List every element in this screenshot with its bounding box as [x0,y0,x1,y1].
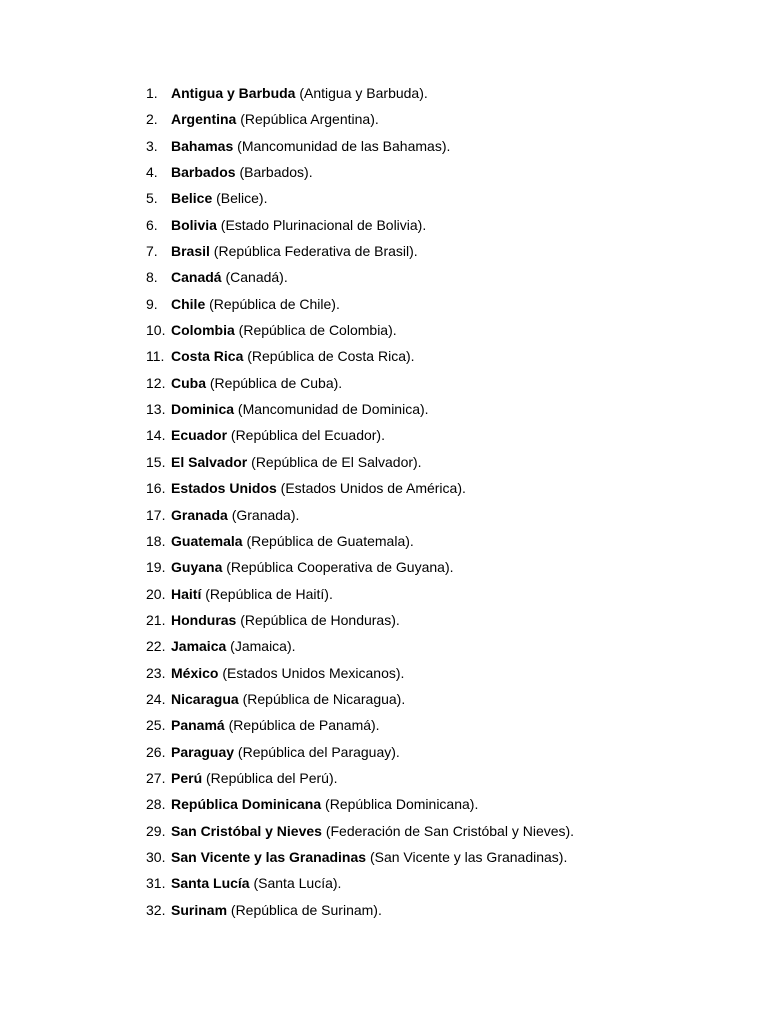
country-name: San Vicente y las Granadinas [171,848,367,865]
official-name: (San Vicente y las Granadinas). [366,848,568,865]
item-number: 2. [146,111,158,128]
official-name: (República de Haití). [201,585,333,602]
country-name: Guatemala [171,532,243,549]
country-name: San Cristóbal y Nieves [171,822,322,839]
country-name: Cuba [171,374,206,391]
item-number: 11. [146,348,165,365]
list-item [146,83,574,109]
item-number: 30. [146,848,166,865]
list-item [146,373,574,399]
list-item [146,346,574,372]
country-name: Perú [171,769,203,786]
official-name: (República Argentina). [236,111,379,128]
country-name: Haití [171,585,202,602]
official-name: (Federación de San Cristóbal y Nieves). [321,822,575,839]
official-name: (República de Nicaragua). [238,690,406,707]
official-name: (República de El Salvador). [247,453,422,470]
list-item [146,215,574,241]
item-number: 3. [146,137,158,154]
list-item [146,900,574,926]
country-name: Nicaragua [171,690,239,707]
official-name: (República del Paraguay). [234,743,400,760]
official-name: (Jamaica). [226,638,296,655]
list-item [146,478,574,504]
official-name: (Mancomunidad de Dominica). [234,401,429,418]
item-number: 32. [146,901,166,918]
official-name: (República de Costa Rica). [243,348,415,365]
country-name: República Dominicana [171,796,322,813]
list-item [146,399,574,425]
official-name: (República de Honduras). [236,611,400,628]
list-item [146,557,574,583]
official-name: (República Cooperativa de Guyana). [222,559,454,576]
item-number: 9. [146,295,158,312]
official-name: (Canadá). [221,269,288,286]
official-name: (Belice). [212,190,268,207]
official-name: (República de Chile). [205,295,340,312]
country-name: Dominica [171,401,235,418]
item-number: 1. [146,85,158,101]
list-item [146,505,574,531]
list-item [146,636,574,662]
country-name: Jamaica [171,638,227,655]
official-name: (Estados Unidos Mexicanos). [218,664,405,681]
official-name: (Estado Plurinacional de Bolivia). [216,216,427,233]
item-number: 22. [146,638,166,655]
list-item [146,689,574,715]
official-name: (República del Ecuador). [227,427,385,444]
item-number: 31. [146,875,166,892]
official-name: (Estados Unidos de América). [276,480,466,497]
country-name: Barbados [171,164,236,181]
official-name: (Santa Lucía). [249,875,342,892]
official-name: (República Dominicana). [321,796,479,813]
item-number: 4. [146,164,158,181]
country-name: El Salvador [171,453,248,470]
item-number: 12. [146,374,166,391]
list-item [146,715,574,741]
country-name: Argentina [171,111,237,128]
item-number: 24. [146,690,166,707]
item-number: 21. [146,611,166,628]
list-item [146,584,574,610]
country-name: Belice [171,190,213,207]
item-number: 27. [146,769,166,786]
list-item [146,531,574,557]
country-name: Brasil [171,243,210,260]
list-item [146,452,574,478]
item-number: 14. [146,427,166,444]
list-item [146,873,574,899]
official-name: (República de Cuba). [206,374,343,391]
item-number: 5. [146,190,158,207]
official-name: (República del Perú). [202,769,338,786]
item-number: 25. [146,717,166,734]
list-item [146,742,574,768]
country-name: Bahamas [171,137,234,154]
list-item [146,162,574,188]
official-name: (República de Colombia). [234,322,397,339]
item-number: 20. [146,585,166,602]
country-name: Guyana [171,559,223,576]
country-name: México [171,664,219,681]
country-name: Bolivia [171,216,217,233]
list-item [146,821,574,847]
item-number: 29. [146,822,166,839]
country-name: Chile [171,295,206,312]
item-number: 17. [146,506,166,523]
item-number: 6. [146,216,158,233]
country-name: Costa Rica [171,348,244,365]
list-item [146,267,574,293]
item-number: 13. [146,401,166,418]
list-item [146,241,574,267]
country-name: Santa Lucía [171,875,250,892]
item-number: 16. [146,480,166,497]
list-item [146,136,574,162]
item-number: 15. [146,453,166,470]
item-number: 8. [146,269,158,286]
item-number: 18. [146,532,166,549]
list-item [146,610,574,636]
item-number: 28. [146,796,166,813]
list-item [146,109,574,135]
country-name: Granada [171,506,228,523]
official-name: (República de Surinam). [227,901,382,918]
item-number: 26. [146,743,166,760]
official-name: (República de Guatemala). [242,532,414,549]
country-name: Paraguay [171,743,235,760]
country-list [146,83,574,926]
official-name: (Granada). [227,506,300,523]
list-item [146,847,574,873]
official-name: (República Federativa de Brasil). [209,243,418,260]
list-item [146,425,574,451]
list-item [146,768,574,794]
country-name: Canadá [171,269,222,286]
item-number: 19. [146,559,166,576]
country-name: Honduras [171,611,237,628]
country-name: Panamá [171,717,225,734]
list-item [146,294,574,320]
country-name: Antigua y Barbuda [171,85,296,101]
country-name: Colombia [171,322,235,339]
list-item [146,320,574,346]
official-name: (Mancomunidad de las Bahamas). [233,137,451,154]
official-name: (Antigua y Barbuda). [295,85,428,101]
list-item [146,794,574,820]
country-name: Estados Unidos [171,480,277,497]
country-name: Ecuador [171,427,228,444]
official-name: (Barbados). [235,164,313,181]
list-item [146,188,574,214]
item-number: 10. [146,322,166,339]
item-number: 23. [146,664,166,681]
item-number: 7. [146,243,158,260]
official-name: (República de Panamá). [224,717,380,734]
list-item [146,663,574,689]
country-name: Surinam [171,901,228,918]
